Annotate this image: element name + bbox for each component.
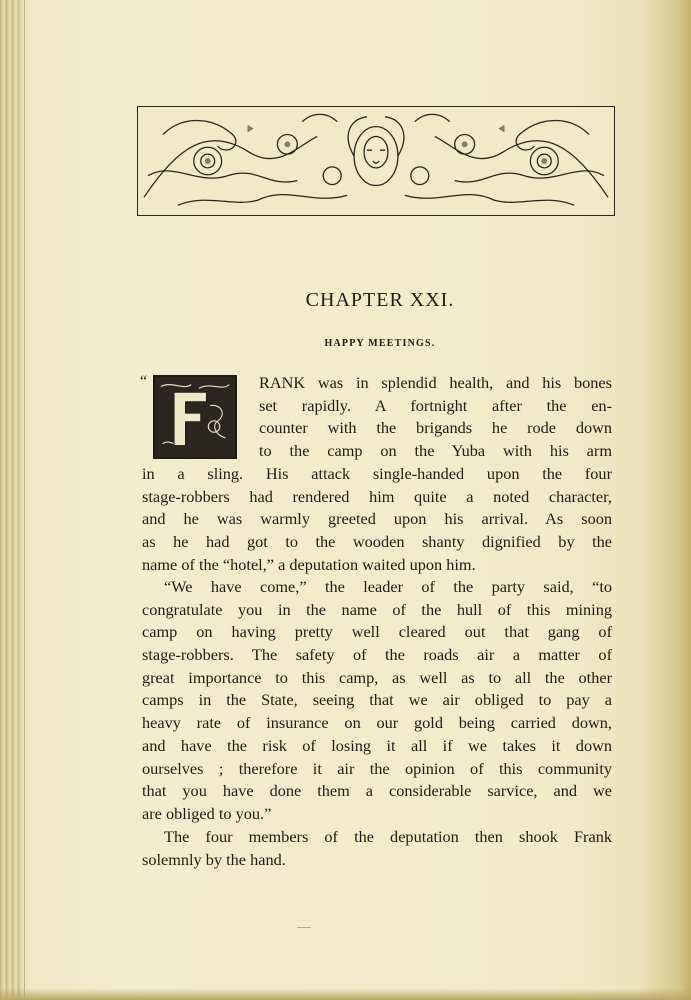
opening-quote-mark: “: [140, 373, 148, 390]
text-line: congratulate you in the name of the hull of this mining: [142, 599, 612, 619]
page-edge: [677, 0, 691, 1000]
text-line: solemnly by the hand.: [142, 849, 286, 869]
text-line: counter with the brigands he rode down: [259, 418, 612, 438]
text-line: and he was warmly greeted upon his arrival. As soon: [142, 509, 612, 529]
drop-cap-illustration: [153, 375, 237, 459]
paragraph-3: [142, 826, 612, 871]
text-line: name of the “hotel,” a deputation waited upon him.: [142, 554, 476, 574]
para-1-first-lines: [259, 372, 612, 463]
text-line: great importance to this camp, as well as to all the other: [142, 667, 612, 687]
text-line: heavy rate of insurance on our gold being carried down,: [142, 713, 612, 733]
chapter-subtitle: HAPPY MEETINGS.: [324, 338, 436, 349]
text-line: camp on having pretty well cleared out that gang of: [142, 622, 612, 642]
text-line: stage-robbers had rendered him quite a noted character,: [142, 486, 612, 506]
text-line: camps in the State, seeing that we air obliged to pay a: [142, 690, 612, 710]
text-line: RANK was in splendid health, and his bones: [259, 373, 612, 392]
text-line: as he had got to the wooden shanty dignified by the: [142, 532, 612, 552]
text-line: ourselves ; therefore it air the opinion of this community: [142, 758, 612, 778]
text-line: that you have done them a considerable sarvice, and we: [142, 781, 612, 801]
text-line: are obliged to you.”: [142, 803, 272, 823]
paragraph-2: [142, 576, 612, 826]
page-bottom-edge: [0, 988, 691, 1000]
text-line: The four members of the deputation then shook Frank: [164, 827, 612, 846]
text-line: stage-robbers. The safety of the roads air a matter of: [142, 645, 612, 665]
text-line: to the camp on the Yuba with his arm: [259, 441, 612, 461]
drop-cap-ornament: [155, 377, 235, 457]
ornament-illustration: [138, 107, 614, 215]
gutter-line: [24, 0, 25, 1000]
text-line: “We have come,” the leader of the party said, “to: [164, 577, 612, 596]
text-line: set rapidly. A fortnight after the en-: [259, 395, 612, 415]
text-line: and have the risk of losing it all if we takes it down: [142, 735, 612, 755]
para-1-rest: [142, 463, 612, 576]
chapter-headpiece-ornament: [137, 106, 615, 216]
text-line: in a sling. His attack single-handed upon the four: [142, 464, 612, 483]
chapter-title: CHAPTER XXI.: [305, 289, 455, 311]
page-gutter: [0, 0, 22, 1000]
page-mark: [297, 927, 311, 928]
